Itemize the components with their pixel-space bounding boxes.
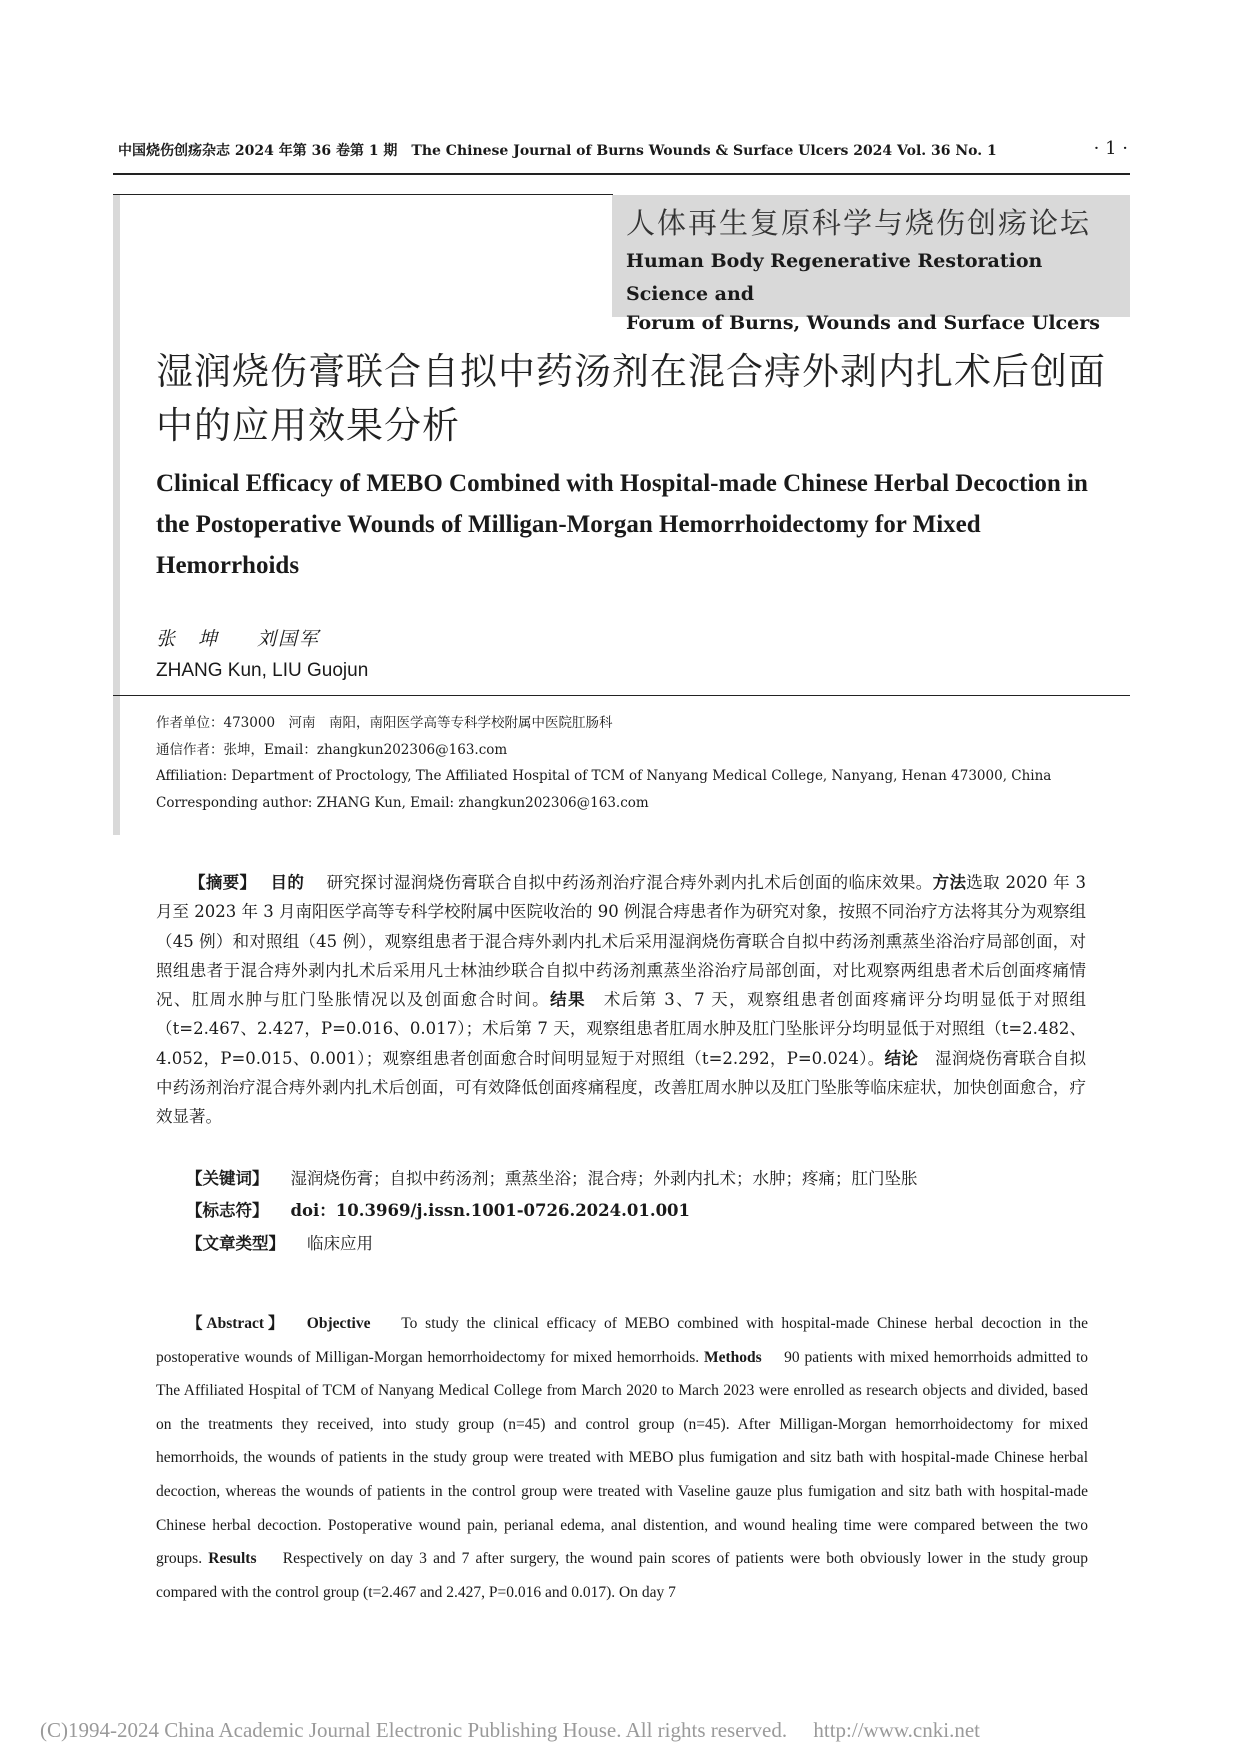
results-en: Respectively on day 3 and 7 after surgery, the wound pain scores of patients were both obviously lower in the study group compared with the control group (t=2.467 and 2.427, P=0.016 and 0.017). On day 7 (156, 1550, 1088, 1601)
author-cn-1: 张 坤 (156, 628, 220, 650)
column-title-en-line2: Forum of Burns, Wounds and Surface Ulcers (626, 312, 1100, 334)
authors-divider (113, 695, 1130, 696)
copyright-footer: (C)1994-2024 China Academic Journal Electronic Publishing House. All rights reserved. http://www.cnki.net (40, 1718, 980, 1742)
methods-en: 90 patients with mixed hemorrhoids admitted to The Affiliated Hospital of TCM of Nanyang Medical College from March 2020 to March 2023 were enrolled as research objects and divided, based on the treatments they received, into study group (n=45) and control group (n=45). After Milligan-Morgan hemorrhoidectomy for mixed hemorrhoids, the wounds of patients in the study group were treated with MEBO plus fumigation and sitz bath with hospital-made Chinese herbal decoction, whereas the wounds of patients in the control group were treated with Vaseline gauze plus fumigation and sitz bath with hospital-made Chinese herbal decoction. Postoperative wound pain, perianal edema, anal distention, and wound healing time were compared between the two groups. (156, 1348, 1089, 1568)
methods-en-label: Methods (704, 1348, 762, 1366)
column-banner (612, 195, 1130, 334)
header-rule (113, 173, 1130, 175)
authors-en: ZHANG Kun, LIU Guojun (156, 660, 369, 681)
column-title-en-line1: Human Body Regenerative Restoration Science and (626, 250, 1043, 305)
affiliation-cn: 作者单位：473000 河南 南阳，南阳医学高等专科学校附属中医院肛肠科 (156, 715, 613, 731)
abstract-en (156, 1307, 1088, 1609)
affiliation-block (156, 710, 1116, 816)
journal-line: 中国烧伤创疡杂志 2024 年第 36 卷第 1 期 The Chinese Journal of Burns Wounds & Surface Ulcers 2024 Vol. 36 No. 1 (118, 143, 997, 159)
article-title-en: Clinical Efficacy of MEBO Combined with Hospital-made Chinese Herbal Decoction in the Postoperative Wounds of Milligan-Morgan Hemorrhoidectomy for Mixed Hemorrhoids (156, 470, 1088, 579)
objective-en-label: Objective (306, 1315, 371, 1332)
conclusion-cn: 湿润烧伤膏联合自拟中药汤剂治疗混合痔外剥内扎术后创面，可有效降低创面疼痛程度，改善肛周水肿以及肛门坠胀等临床症状，加快创面愈合，疗效显著。 (156, 1048, 1087, 1127)
results-en-label: Results (208, 1550, 257, 1568)
page-number: · 1 · (1093, 138, 1128, 159)
doi-value: doi：10.3969/j.issn.1001-0726.2024.01.001 (290, 1201, 691, 1220)
author-cn-2: 刘国军 (257, 628, 321, 650)
side-bar (113, 195, 120, 835)
doi-line (186, 1197, 1086, 1221)
column-title-en (626, 245, 1130, 340)
objective-cn: 研究探讨湿润烧伤膏联合自拟中药汤剂治疗混合痔外剥内扎术后创面的临床效果。 (326, 873, 933, 892)
affiliation-en: Affiliation: Department of Proctology, The Affiliated Hospital of TCM of Nanyang Medical College, Nanyang, Henan 473000, China (156, 768, 1052, 784)
conclusion-cn-label: 结论 (884, 1048, 919, 1068)
title-divider-upper (113, 194, 613, 195)
article-type-value: 临床应用 (307, 1234, 373, 1253)
results-cn-label: 结果 (550, 990, 586, 1010)
authors-cn (156, 624, 320, 651)
keywords-value: 湿润烧伤膏；自拟中药汤剂；熏蒸坐浴；混合痔；外剥内扎术；水肿；疼痛；肛门坠胀 (290, 1169, 918, 1188)
column-title-cn: 人体再生复原科学与烧伤创疡论坛 (626, 206, 1092, 240)
objective-en: To study the clinical efficacy of MEBO combined with hospital-made Chinese herbal decoction in the postoperative wounds of Milligan-Morgan hemorrhoidectomy for mixed hemorrhoids. (156, 1315, 1088, 1366)
abstract-cn (156, 868, 1086, 1132)
abstract-en-label: 【Abstract】 (187, 1315, 280, 1332)
keywords-label: 【关键词】 (186, 1169, 269, 1188)
article-type-line (186, 1230, 1086, 1254)
methods-cn-label: 方法 (932, 873, 967, 892)
corresponding-en: Corresponding author: ZHANG Kun, Email: zhangkun202306@163.com (156, 794, 649, 811)
doi-label: 【标志符】 (186, 1201, 269, 1220)
objective-cn-label: 目的 (270, 873, 305, 892)
abstract-cn-label: 【摘要】 (189, 873, 249, 892)
article-title-cn: 湿润烧伤膏联合自拟中药汤剂在混合痔外剥内扎术后创面中的应用效果分析 (156, 350, 1106, 447)
article-type-label: 【文章类型】 (186, 1234, 285, 1253)
keywords (186, 1165, 1086, 1189)
running-header (118, 138, 1128, 162)
methods-cn: 选取 2020 年 3 月至 2023 年 3 月南阳医学高等专科学校附属中医院收治的 90 例混合痔患者作为研究对象，按照不同治疗方法将其分为观察组（45 例）和对照组（45 例），观察组患者于混合痔外剥内扎术后采用湿润烧伤膏联合自拟中药汤剂熏蒸坐浴治疗局部创面，对照组患者于混合痔外剥内扎术后采用凡士林油纱联合自拟中药汤剂熏蒸坐浴治疗局部创面，对比观察两组患者术后创面疼痛情况、肛周水肿与肛门坠胀情况以及创面愈合时间。 (156, 873, 1087, 1010)
corresponding-cn: 通信作者：张坤，Email：zhangkun202306@163.com (156, 741, 508, 758)
results-cn: 术后第 3、7 天，观察组患者创面疼痛评分均明显低于对照组（t=2.467、2.427，P=0.016、0.017）；术后第 7 天，观察组患者肛周水肿及肛门坠胀评分均明显低于对照组（t=2.482、4.052，P=0.015、0.001）；观察组患者创面愈合时间明显短于对照组（t=2.292，P=0.024）。 (156, 990, 1087, 1068)
